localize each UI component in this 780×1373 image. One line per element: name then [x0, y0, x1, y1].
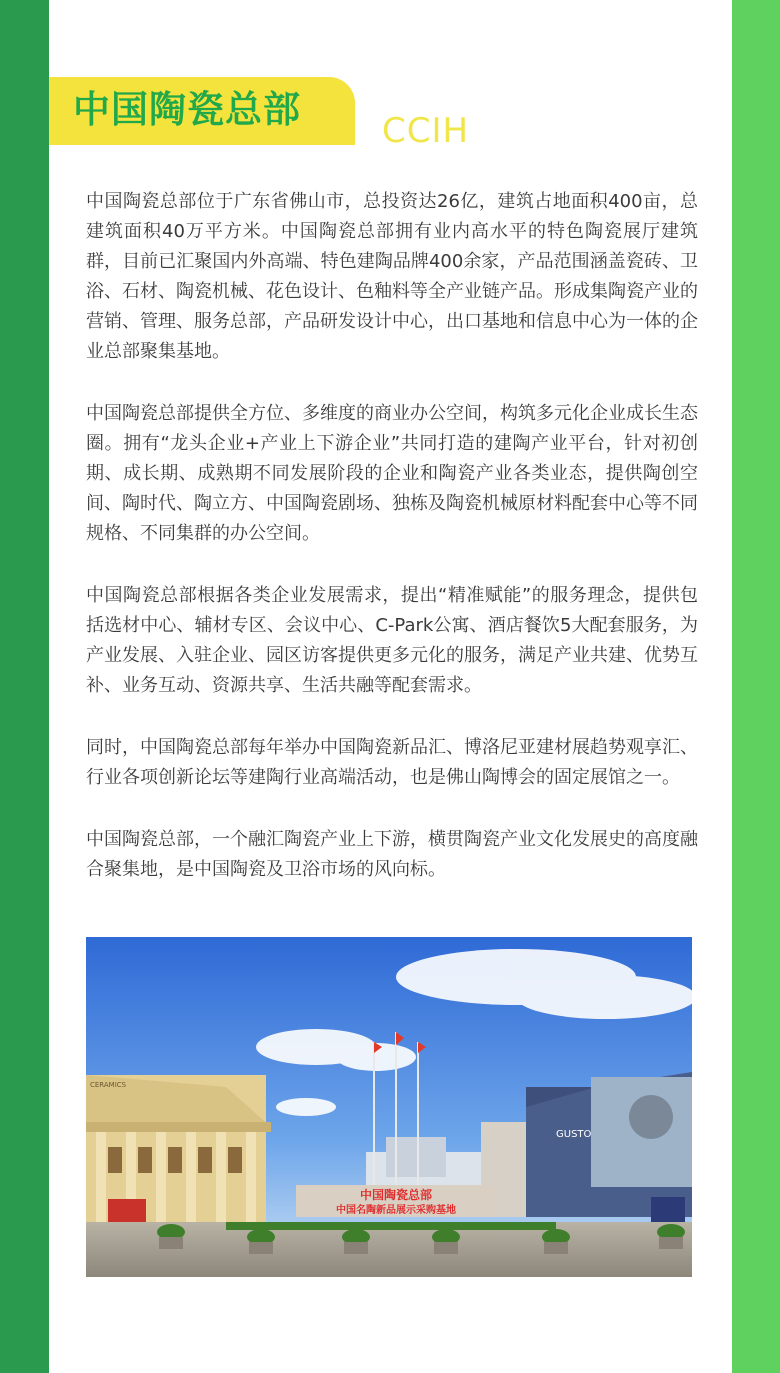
mall-sign: GUSTO	[556, 1129, 592, 1140]
paragraph-3: 中国陶瓷总部根据各类企业发展需求，提出“精准赋能”的服务理念，提供包括选材中心、辅材专区、会议中心、C-Park公寓、酒店餐饮5大配套服务，为产业发展、入驻企业、园区访客提供更多元化的服务，满足产业共建、优势互补、业务互动、资源共享、生活共融等配套需求。	[86, 585, 698, 696]
paragraph-5: 中国陶瓷总部，一个融汇陶瓷产业上下游，横贯陶瓷产业文化发展史的高度融合聚集地，是中国陶瓷及卫浴市场的风向标。	[86, 829, 698, 880]
article-body	[86, 187, 698, 917]
article-page	[49, 0, 732, 1373]
svg-text:中国陶瓷总部: 中国陶瓷总部	[359, 1188, 433, 1202]
building-sign: CERAMICS	[90, 1081, 127, 1089]
title-banner	[49, 77, 355, 145]
left-green-border	[0, 0, 49, 1373]
headquarters-photo	[86, 937, 692, 1277]
right-green-border	[732, 0, 780, 1373]
paragraph-2: 中国陶瓷总部提供全方位、多维度的商业办公空间，构筑多元化企业成长生态圈。拥有“龙头企业+产业上下游企业”共同打造的建陶产业平台，针对初创期、成长期、成熟期不同发展阶段的企业和陶瓷产业各类业态，提供陶创空间、陶时代、陶立方、中国陶瓷剧场、独栋及陶瓷机械原材料配套中心等不同规格、不同集群的办公空间。	[86, 403, 698, 544]
svg-text:中国名陶新品展示采购基地: 中国名陶新品展示采购基地	[336, 1205, 456, 1216]
paragraph-4: 同时，中国陶瓷总部每年举办中国陶瓷新品汇、博洛尼亚建材展趋势观享汇、行业各项创新论坛等建陶行业高端活动，也是佛山陶博会的固定展馆之一。	[86, 737, 698, 788]
paragraph-1: 中国陶瓷总部位于广东省佛山市，总投资达26亿，建筑占地面积400亩，总建筑面积40万平方米。中国陶瓷总部拥有业内高水平的特色陶瓷展厅建筑群，目前已汇聚国内外高端、特色建陶品牌400余家，产品范围涵盖瓷砖、卫浴、石材、陶瓷机械、花色设计、色釉料等全产业链产品。形成集陶瓷产业的营销、管理、服务总部，产品研发设计中心，出口基地和信息中心为一体的企业总部聚集基地。	[86, 191, 698, 362]
headquarters-sign	[296, 1185, 496, 1217]
page-title: 中国陶瓷总部	[73, 88, 301, 131]
page-subtitle: CCIH	[382, 111, 470, 151]
